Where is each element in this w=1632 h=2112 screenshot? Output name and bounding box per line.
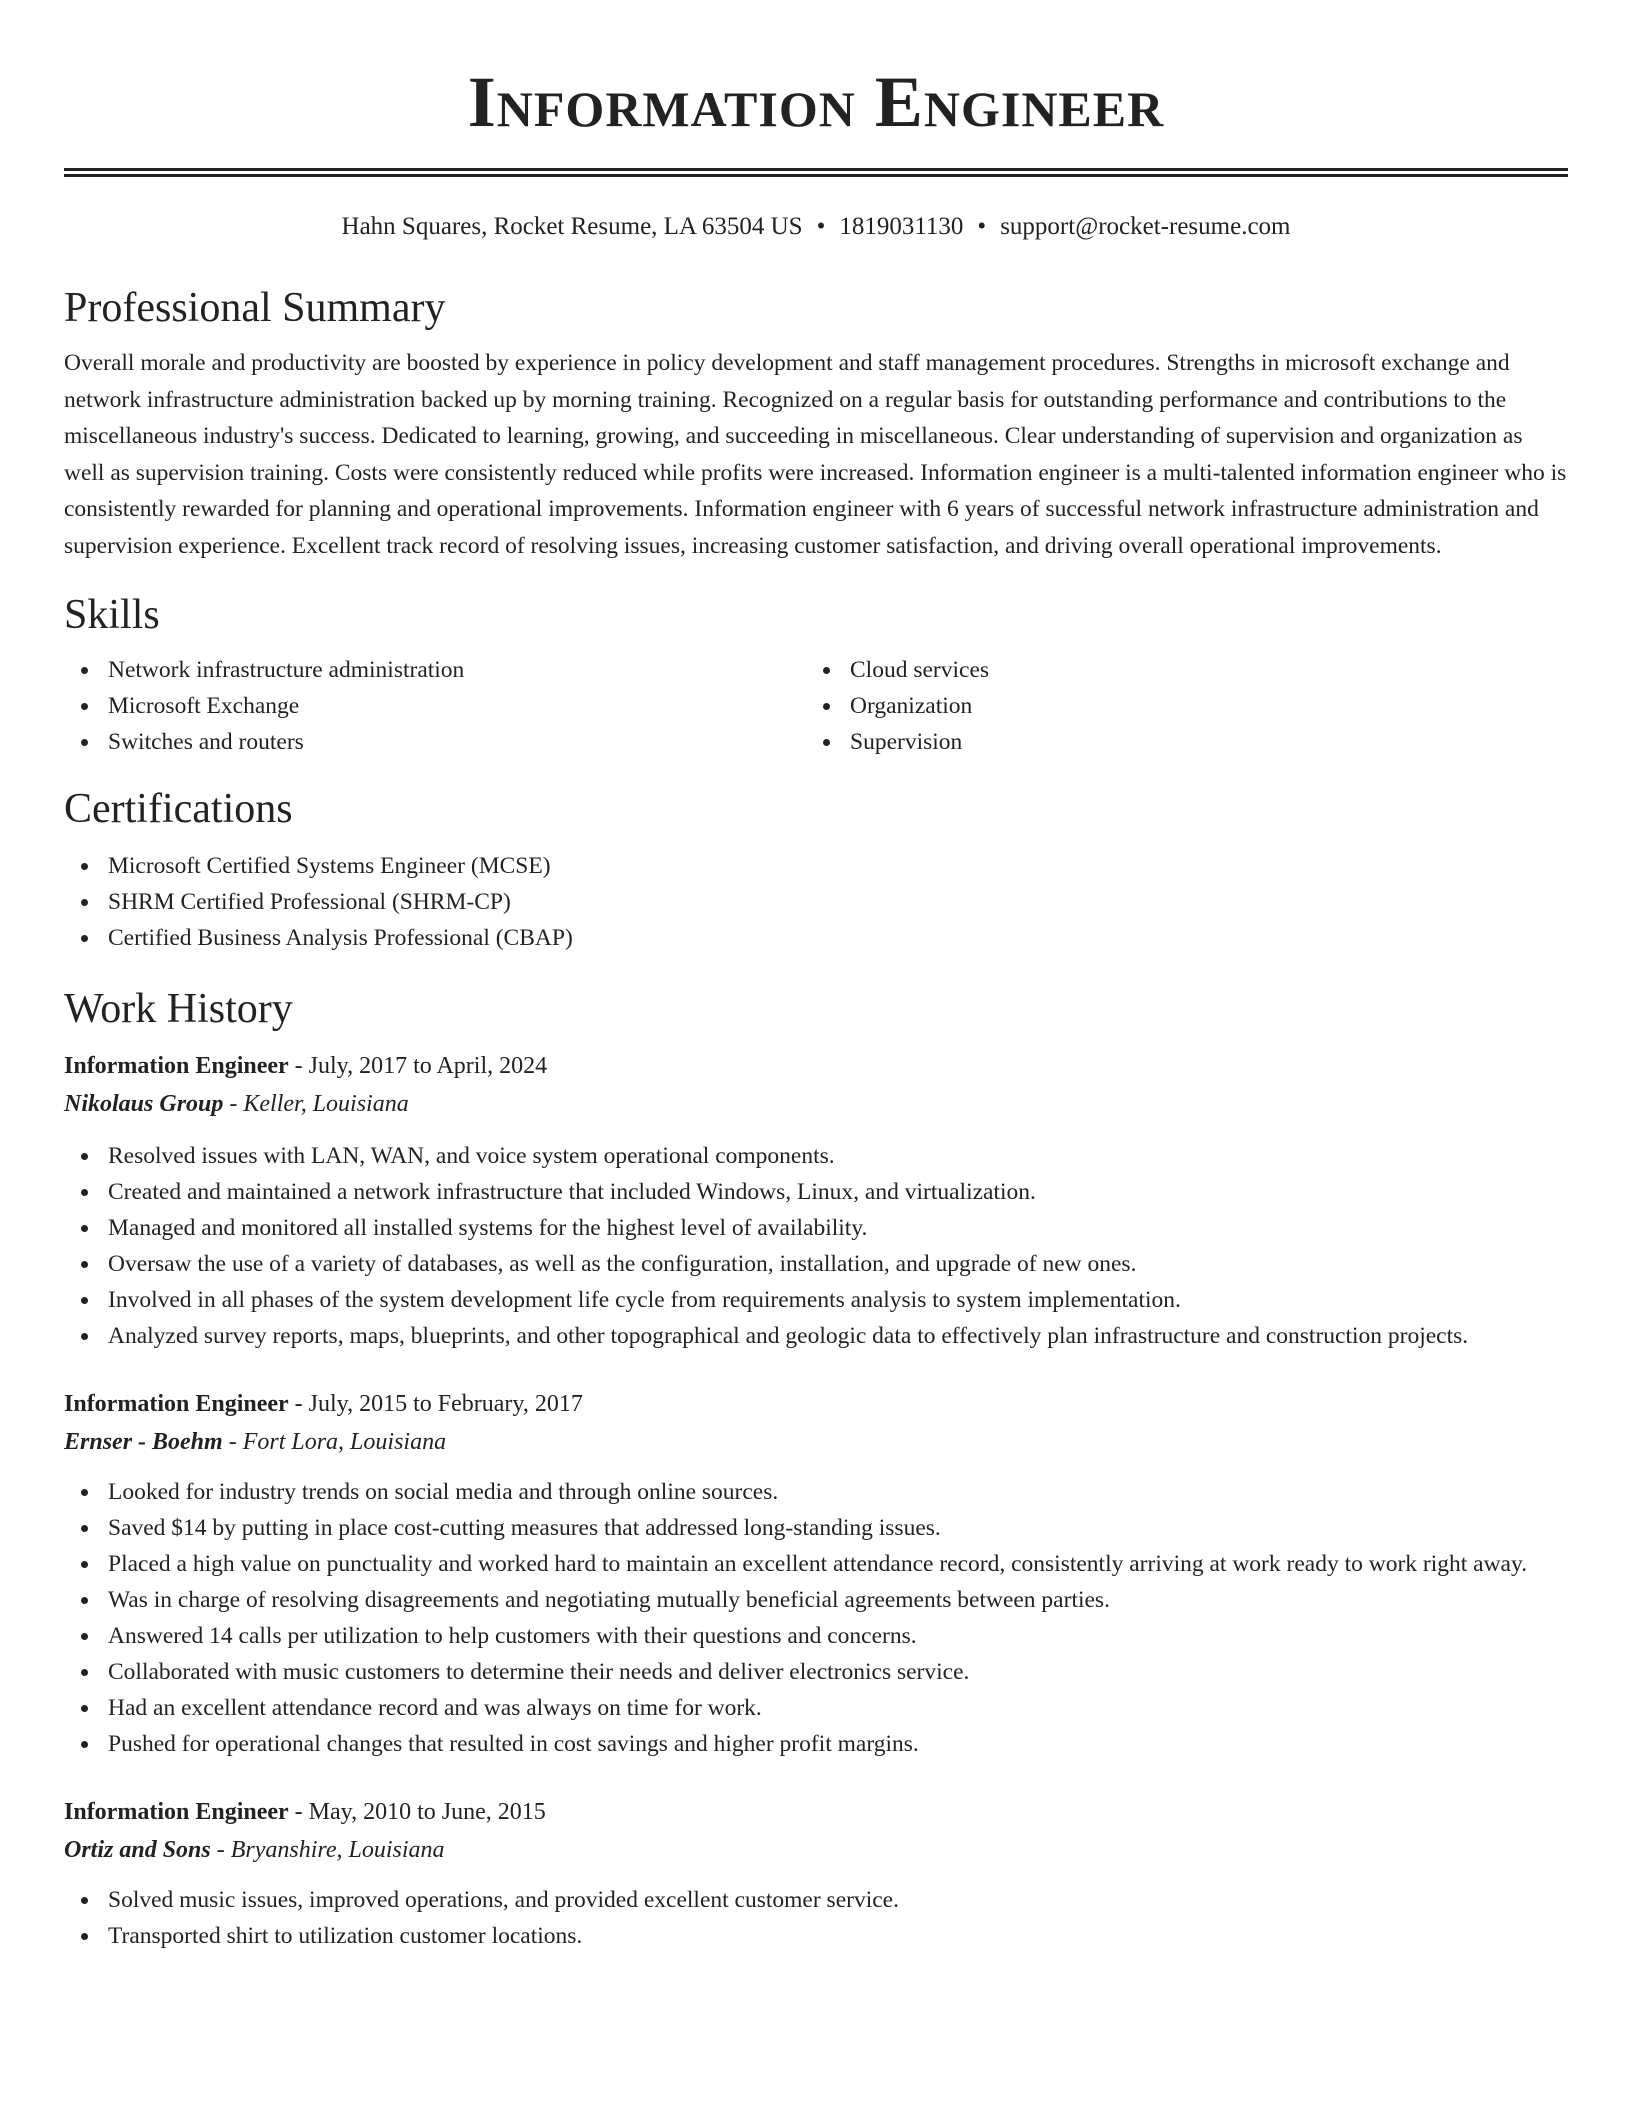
job-dates: - July, 2017 to April, 2024 — [288, 1053, 548, 1079]
summary-text: Overall morale and productivity are boosted by experience in policy development and staff management procedures. Strengths in microsoft exchange and network infrastructure administration backed up by morning training. Recognized on a regular basis for outstanding performance and contributions to the miscellaneous industry's success. Dedicated to learning, growing, and succeeding in miscellaneous. Clear understanding of supervision and organization as well as supervision training. Costs were consistently reduced while profits were increased. Information engineer is a multi-talented information engineer who is consistently rewarded for planning and operational improvements. Information engineer with 6 years of successful network infrastructure administration and supervision experience. Excellent track record of resolving issues, increasing customer satisfaction, and driving overall operational improvements. — [64, 350, 1567, 559]
contact-email: support@rocket-resume.com — [1000, 213, 1291, 240]
job-bullet: Analyzed survey reports, maps, blueprints, and other topographical and geologic data to effectively plan infrastructure and construction projects. — [64, 1318, 1568, 1354]
certifications-list — [64, 848, 1568, 956]
certifications-section — [64, 784, 1568, 956]
job-bullet: Placed a high value on punctuality and worked hard to maintain an excellent attendance record, consistently arriving at work ready to work right away. — [64, 1546, 1568, 1582]
job-bullets — [64, 1474, 1568, 1762]
skills-heading: Skills — [64, 592, 160, 638]
certifications-heading: Certifications — [64, 786, 293, 832]
skill-item: Organization — [806, 688, 1548, 724]
skill-item: Network infrastructure administration — [64, 652, 806, 688]
contact-phone: 1819031130 — [839, 213, 964, 240]
job-entry — [64, 1794, 1568, 1954]
job-company: Ortiz and Sons — [64, 1837, 211, 1863]
job-bullet: Transported shirt to utilization customer locations. — [64, 1918, 1568, 1954]
contact-separator: • — [977, 213, 987, 240]
skills-list-right — [806, 652, 1548, 760]
job-bullet: Oversaw the use of a variety of databases, as well as the configuration, installation, and upgrade of new ones. — [64, 1246, 1568, 1282]
header-divider — [64, 168, 1568, 177]
skills-grid — [64, 652, 1568, 760]
job-company-line — [64, 1422, 1568, 1462]
job-title: Information Engineer — [64, 1391, 289, 1417]
job-bullet: Created and maintained a network infrastructure that included Windows, Linux, and virtualization. — [64, 1174, 1568, 1210]
skills-section — [64, 590, 1568, 760]
job-bullet: Solved music issues, improved operations, and provided excellent customer service. — [64, 1882, 1568, 1918]
job-title-line — [64, 1386, 1568, 1422]
job-location: - Keller, Louisiana — [223, 1091, 409, 1117]
job-bullet: Looked for industry trends on social media and through online sources. — [64, 1474, 1568, 1510]
job-bullet: Collaborated with music customers to determine their needs and deliver electronics service. — [64, 1654, 1568, 1690]
contact-address: Hahn Squares, Rocket Resume, LA 63504 US — [341, 213, 803, 240]
job-location: - Fort Lora, Louisiana — [222, 1429, 447, 1455]
job-title: Information Engineer — [64, 1799, 289, 1825]
job-dates: - July, 2015 to February, 2017 — [288, 1391, 583, 1417]
job-bullet: Had an excellent attendance record and was always on time for work. — [64, 1690, 1568, 1726]
skills-list-left — [64, 652, 806, 760]
job-bullet: Saved $14 by putting in place cost-cutting measures that addressed long-standing issues. — [64, 1510, 1568, 1546]
certification-item: SHRM Certified Professional (SHRM-CP) — [64, 884, 1568, 920]
resume-page — [64, 0, 1568, 1954]
job-bullet: Pushed for operational changes that resulted in cost savings and higher profit margins. — [64, 1726, 1568, 1762]
job-bullet: Was in charge of resolving disagreements and negotiating mutually beneficial agreements between parties. — [64, 1582, 1568, 1618]
job-bullet: Involved in all phases of the system development life cycle from requirements analysis to system implementation. — [64, 1282, 1568, 1318]
job-bullet: Answered 14 calls per utilization to help customers with their questions and concerns. — [64, 1618, 1568, 1654]
job-location: - Bryanshire, Louisiana — [210, 1837, 445, 1863]
contact-separator: • — [816, 213, 826, 240]
skill-item: Cloud services — [806, 652, 1548, 688]
job-entry — [64, 1048, 1568, 1354]
job-company-line — [64, 1084, 1568, 1124]
job-company-line — [64, 1830, 1568, 1870]
work-history-heading: Work History — [64, 986, 293, 1032]
job-dates: - May, 2010 to June, 2015 — [288, 1799, 546, 1825]
resume-name: Information Engineer — [467, 62, 1165, 142]
job-company: Ernser - Boehm — [64, 1429, 223, 1455]
work-history-section — [64, 984, 1568, 1954]
job-title: Information Engineer — [64, 1053, 289, 1079]
skill-item: Microsoft Exchange — [64, 688, 806, 724]
contact-line — [64, 211, 1568, 243]
job-title-line — [64, 1794, 1568, 1830]
job-entry — [64, 1386, 1568, 1762]
job-bullet: Resolved issues with LAN, WAN, and voice system operational components. — [64, 1138, 1568, 1174]
job-bullet: Managed and monitored all installed systems for the highest level of availability. — [64, 1210, 1568, 1246]
job-bullets — [64, 1882, 1568, 1954]
job-company: Nikolaus Group — [64, 1091, 224, 1117]
skill-item: Supervision — [806, 724, 1548, 760]
certification-item: Certified Business Analysis Professional (CBAP) — [64, 920, 1568, 956]
certification-item: Microsoft Certified Systems Engineer (MCSE) — [64, 848, 1568, 884]
summary-section — [64, 283, 1568, 564]
job-bullets — [64, 1138, 1568, 1354]
summary-heading: Professional Summary — [64, 285, 446, 331]
skill-item: Switches and routers — [64, 724, 806, 760]
job-title-line — [64, 1048, 1568, 1084]
